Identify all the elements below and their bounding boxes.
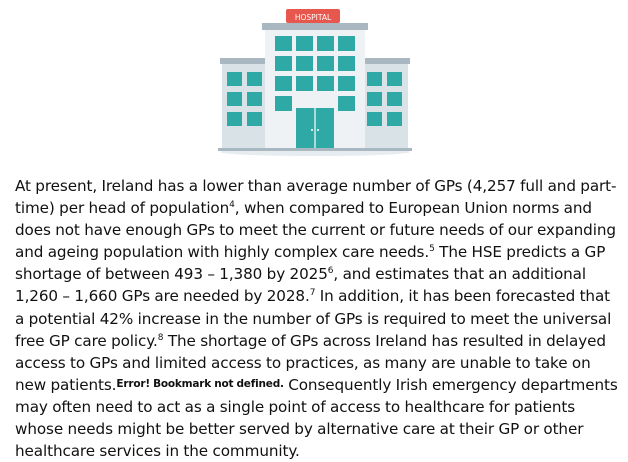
footnote-ref-6[interactable]: 6 <box>327 266 334 277</box>
footnote-ref-4[interactable]: 4 <box>229 200 235 211</box>
hospital-sign-text: HOSPITAL <box>294 13 332 22</box>
body-paragraph <box>15 175 620 462</box>
sentence-1: At present, Ireland has a lower than average number of GPs (4,257 full and part-time) per head of population <box>15 177 617 218</box>
footnote-ref-5[interactable]: 5 <box>429 244 435 255</box>
footnote-ref-7[interactable]: 7 <box>309 288 316 299</box>
sentence-7: Consequently Irish emergency departments may often need to act as a single point of access to healthcare for patients whose needs might be better served by alternative care at their GP or other healthcare services in the community. <box>15 375 618 461</box>
bookmark-error: Error! Bookmark not defined. <box>116 377 284 390</box>
hospital-building-icon <box>210 0 420 160</box>
sentence-3: The HSE predicts a GP shortage of between 493 – 1,380 by 2025 <box>15 243 606 284</box>
sentence-5: In addition, it has been forecasted that a potential 42% increase in the number of GPs is required to meet the universal free GP care policy. <box>15 287 612 350</box>
sentence-6: The shortage of GPs across Ireland has resulted in delayed access to GPs and limited access to practices, as many are unable to take on new patients. <box>15 331 606 394</box>
sentence-2: , when compared to European Union norms and does not have enough GPs to meet the current or future needs of our expanding and ageing population with highly complex care needs. <box>15 199 616 262</box>
footnote-ref-8[interactable]: 8 <box>157 332 164 343</box>
sentence-4: , and estimates that an additional 1,260 – 1,660 GPs are needed by 2028. <box>15 265 587 306</box>
hospital-illustration <box>210 0 420 160</box>
